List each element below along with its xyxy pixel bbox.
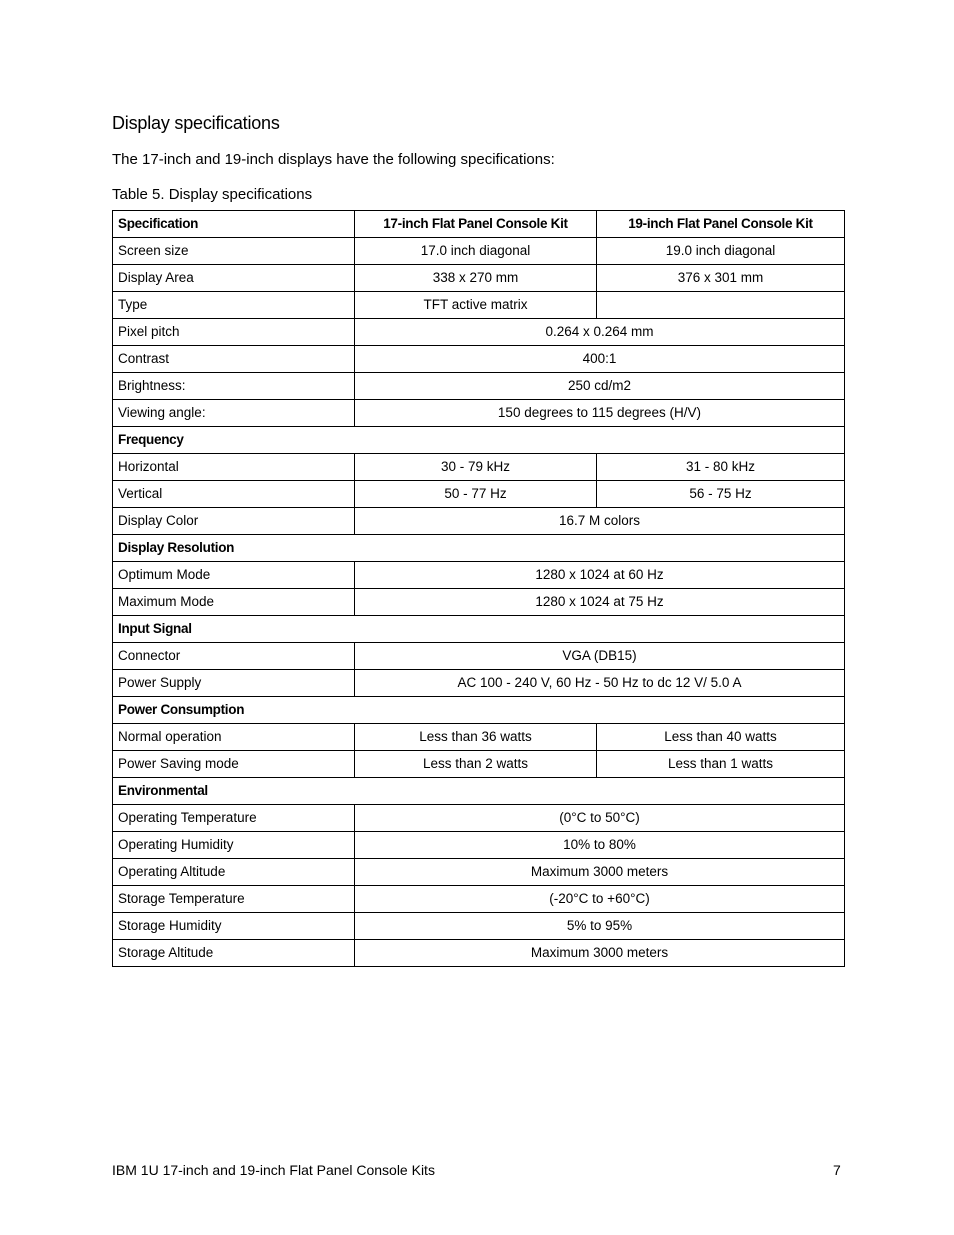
section-heading-cell: Display Resolution bbox=[113, 535, 845, 562]
spec-label-cell: Maximum Mode bbox=[113, 589, 355, 616]
spec-label-cell: Pixel pitch bbox=[113, 319, 355, 346]
table-header-row bbox=[113, 211, 845, 238]
intro-paragraph: The 17-inch and 19-inch displays have the following specifications: bbox=[112, 151, 555, 168]
spec-value-cell: 16.7 M colors bbox=[355, 508, 845, 535]
spec-19-inch-value-cell: Less than 1 watts bbox=[597, 751, 845, 778]
table-row bbox=[113, 859, 845, 886]
spec-label-cell: Display Color bbox=[113, 508, 355, 535]
spec-label-cell: Storage Temperature bbox=[113, 886, 355, 913]
section-title: Display specifications bbox=[112, 113, 280, 133]
spec-value-cell: 250 cd/m2 bbox=[355, 373, 845, 400]
table-row bbox=[113, 643, 845, 670]
spec-value-cell: 1280 x 1024 at 60 Hz bbox=[355, 562, 845, 589]
table-section-row bbox=[113, 616, 845, 643]
section-heading-cell: Environmental bbox=[113, 778, 845, 805]
spec-label-cell: Brightness: bbox=[113, 373, 355, 400]
spec-value-cell: 1280 x 1024 at 75 Hz bbox=[355, 589, 845, 616]
spec-label-cell: Operating Humidity bbox=[113, 832, 355, 859]
table-row bbox=[113, 724, 845, 751]
table-row bbox=[113, 589, 845, 616]
table-header bbox=[113, 211, 845, 238]
table-caption: Table 5. Display specifications bbox=[112, 186, 313, 203]
table-row bbox=[113, 481, 845, 508]
table-row bbox=[113, 373, 845, 400]
header-specification: Specification bbox=[113, 211, 355, 238]
table-row bbox=[113, 508, 845, 535]
spec-value-cell: VGA (DB15) bbox=[355, 643, 845, 670]
spec-19-inch-value-cell: 31 - 80 kHz bbox=[597, 454, 845, 481]
spec-value-cell: 150 degrees to 115 degrees (H/V) bbox=[355, 400, 845, 427]
spec-label-cell: Normal operation bbox=[113, 724, 355, 751]
spec-label-cell: Screen size bbox=[113, 238, 355, 265]
table-row bbox=[113, 913, 845, 940]
table-row bbox=[113, 805, 845, 832]
table-row bbox=[113, 670, 845, 697]
spec-19-inch-value-cell bbox=[597, 292, 845, 319]
spec-label-cell: Horizontal bbox=[113, 454, 355, 481]
spec-value-cell: Maximum 3000 meters bbox=[355, 859, 845, 886]
table-row bbox=[113, 265, 845, 292]
spec-17-inch-value-cell: 338 x 270 mm bbox=[355, 265, 597, 292]
spec-label-cell: Operating Altitude bbox=[113, 859, 355, 886]
spec-label-cell: Operating Temperature bbox=[113, 805, 355, 832]
table-row bbox=[113, 562, 845, 589]
spec-17-inch-value-cell: 30 - 79 kHz bbox=[355, 454, 597, 481]
spec-19-inch-value-cell: Less than 40 watts bbox=[597, 724, 845, 751]
table-row bbox=[113, 400, 845, 427]
spec-value-cell: 5% to 95% bbox=[355, 913, 845, 940]
spec-value-cell: 10% to 80% bbox=[355, 832, 845, 859]
spec-19-inch-value-cell: 376 x 301 mm bbox=[597, 265, 845, 292]
spec-17-inch-value-cell: 17.0 inch diagonal bbox=[355, 238, 597, 265]
spec-label-cell: Vertical bbox=[113, 481, 355, 508]
spec-value-cell: AC 100 - 240 V, 60 Hz - 50 Hz to dc 12 V/ 5.0 A bbox=[355, 670, 845, 697]
spec-17-inch-value-cell: TFT active matrix bbox=[355, 292, 597, 319]
spec-value-cell: 0.264 x 0.264 mm bbox=[355, 319, 845, 346]
table-body bbox=[113, 238, 845, 967]
table-section-row bbox=[113, 427, 845, 454]
display-specifications-table bbox=[112, 210, 845, 967]
spec-label-cell: Storage Humidity bbox=[113, 913, 355, 940]
header-17-inch-kit: 17-inch Flat Panel Console Kit bbox=[355, 211, 597, 238]
table-row bbox=[113, 319, 845, 346]
table-row bbox=[113, 454, 845, 481]
spec-label-cell: Storage Altitude bbox=[113, 940, 355, 967]
spec-17-inch-value-cell: Less than 2 watts bbox=[355, 751, 597, 778]
table-row bbox=[113, 346, 845, 373]
table-row bbox=[113, 238, 845, 265]
table-section-row bbox=[113, 778, 845, 805]
footer-document-title: IBM 1U 17-inch and 19-inch Flat Panel Console Kits bbox=[112, 1162, 435, 1178]
spec-value-cell: 400:1 bbox=[355, 346, 845, 373]
table-row bbox=[113, 832, 845, 859]
spec-17-inch-value-cell: 50 - 77 Hz bbox=[355, 481, 597, 508]
table-section-row bbox=[113, 535, 845, 562]
table-section-row bbox=[113, 697, 845, 724]
section-heading-cell: Frequency bbox=[113, 427, 845, 454]
spec-label-cell: Power Saving mode bbox=[113, 751, 355, 778]
spec-label-cell: Connector bbox=[113, 643, 355, 670]
table-row bbox=[113, 886, 845, 913]
table-row bbox=[113, 292, 845, 319]
spec-value-cell: (-20°C to +60°C) bbox=[355, 886, 845, 913]
spec-17-inch-value-cell: Less than 36 watts bbox=[355, 724, 597, 751]
spec-label-cell: Display Area bbox=[113, 265, 355, 292]
spec-19-inch-value-cell: 56 - 75 Hz bbox=[597, 481, 845, 508]
spec-19-inch-value-cell: 19.0 inch diagonal bbox=[597, 238, 845, 265]
table-row bbox=[113, 751, 845, 778]
spec-label-cell: Optimum Mode bbox=[113, 562, 355, 589]
spec-label-cell: Power Supply bbox=[113, 670, 355, 697]
spec-value-cell: (0°C to 50°C) bbox=[355, 805, 845, 832]
spec-label-cell: Type bbox=[113, 292, 355, 319]
header-19-inch-kit: 19-inch Flat Panel Console Kit bbox=[597, 211, 845, 238]
spec-label-cell: Viewing angle: bbox=[113, 400, 355, 427]
spec-value-cell: Maximum 3000 meters bbox=[355, 940, 845, 967]
footer-page-number: 7 bbox=[833, 1162, 841, 1178]
spec-label-cell: Contrast bbox=[113, 346, 355, 373]
section-heading-cell: Power Consumption bbox=[113, 697, 845, 724]
table-row bbox=[113, 940, 845, 967]
section-heading-cell: Input Signal bbox=[113, 616, 845, 643]
